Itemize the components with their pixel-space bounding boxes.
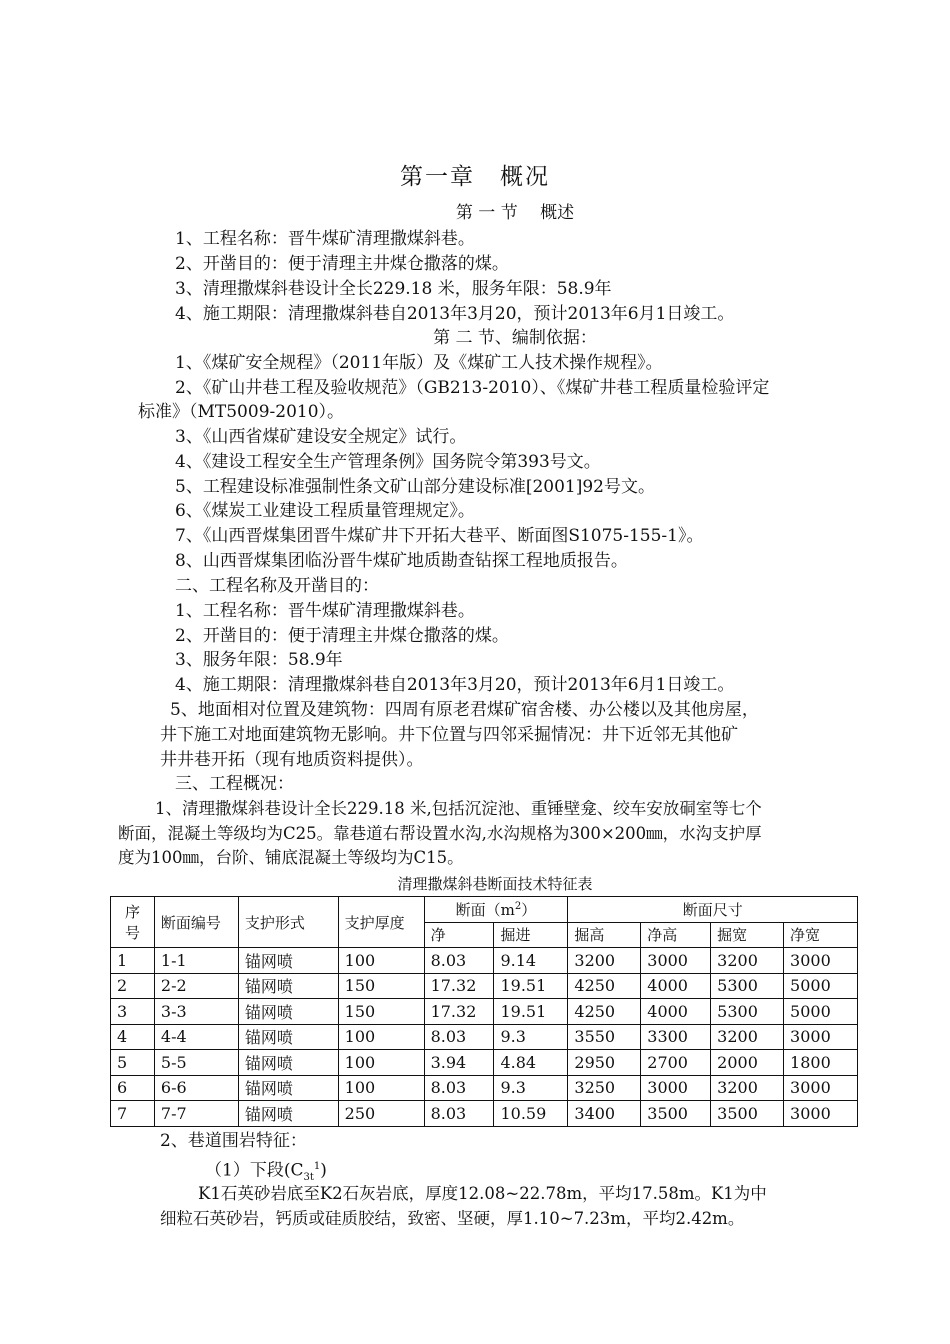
table-cell: 1 bbox=[111, 948, 155, 974]
table-cell: 9.14 bbox=[494, 948, 568, 974]
part3-line-2: 断面，混凝土等级均为C25。靠巷道右帮设置水沟,水沟规格为300×200㎜，水沟支护厚 bbox=[118, 824, 762, 843]
table-cell: 19.51 bbox=[494, 999, 568, 1025]
table-cell: 7-7 bbox=[154, 1101, 238, 1127]
part2-item-5c: 井井巷开拓（现有地质资料提供）。 bbox=[160, 750, 424, 770]
header-dims: 断面尺寸 bbox=[568, 897, 858, 923]
table-cell: 10.59 bbox=[494, 1101, 568, 1127]
table-cell: 2950 bbox=[568, 1050, 641, 1076]
table-cell: 3000 bbox=[784, 1075, 858, 1101]
table-cell: 3 bbox=[111, 999, 155, 1025]
chapter-title: 第一章 概况 bbox=[400, 164, 550, 190]
header-net-height: 净高 bbox=[641, 922, 711, 948]
header-net-width: 净宽 bbox=[784, 922, 858, 948]
table-cell: 3400 bbox=[568, 1101, 641, 1127]
table-cell: 3000 bbox=[784, 1101, 858, 1127]
table-cell: 3000 bbox=[641, 1075, 711, 1101]
table-cell: 2 bbox=[111, 973, 155, 999]
section-1-title: 第 一 节 概述 bbox=[455, 203, 575, 223]
table-cell: 1800 bbox=[784, 1050, 858, 1076]
table-cell: 17.32 bbox=[424, 999, 494, 1025]
sec1-item-4: 4、施工期限：清理撒煤斜巷自2013年3月20，预计2013年6月1日竣工。 bbox=[175, 304, 735, 324]
rock-subsection: （1）下段$(C_{3t}^1)$ bbox=[205, 1160, 327, 1184]
table-cell: 3300 bbox=[641, 1024, 711, 1050]
table-cell: 100 bbox=[338, 1024, 424, 1050]
header-exc-width: 掘宽 bbox=[711, 922, 784, 948]
table-cell: 3200 bbox=[711, 948, 784, 974]
table-cell: 锚网喷 bbox=[238, 1024, 338, 1050]
part-3-title: 三、工程概况： bbox=[175, 774, 294, 794]
table-cell: 锚网喷 bbox=[238, 999, 338, 1025]
table-cell: 7 bbox=[111, 1101, 155, 1127]
table-cell: 100 bbox=[338, 1075, 424, 1101]
basis-2a: 2、《矿山井巷工程及验收规范》（GB213-2010）、《煤矿井巷工程质量检验评定 bbox=[175, 378, 770, 398]
table-cell: 4-4 bbox=[154, 1024, 238, 1050]
table-cell: 锚网喷 bbox=[238, 973, 338, 999]
table-cell: 锚网喷 bbox=[238, 1050, 338, 1076]
section-spec-table bbox=[110, 896, 858, 1127]
table-cell: 8.03 bbox=[424, 948, 494, 974]
table-row bbox=[111, 999, 858, 1025]
rock-title: 2、巷道围岩特征： bbox=[160, 1131, 307, 1151]
part2-item-4: 4、施工期限：清理撒煤斜巷自2013年3月20，预计2013年6月1日竣工。 bbox=[175, 675, 735, 695]
table-cell: 5 bbox=[111, 1050, 155, 1076]
table-cell: 150 bbox=[338, 973, 424, 999]
table-cell: 6-6 bbox=[154, 1075, 238, 1101]
table-cell: 4.84 bbox=[494, 1050, 568, 1076]
sec1-item-2: 2、开凿目的：便于清理主井煤仓撒落的煤。 bbox=[175, 254, 509, 274]
part2-item-2: 2、开凿目的：便于清理主井煤仓撒落的煤。 bbox=[175, 626, 509, 646]
rock-line-2: 细粒石英砂岩，钙质或硅质胶结，致密、坚硬，厚1.10~7.23m，平均2.42m。 bbox=[160, 1209, 745, 1228]
table-cell: 8.03 bbox=[424, 1101, 494, 1127]
table-cell: 3-3 bbox=[154, 999, 238, 1025]
table-cell: 9.3 bbox=[494, 1075, 568, 1101]
table-cell: 8.03 bbox=[424, 1075, 494, 1101]
table-row bbox=[111, 1050, 858, 1076]
part2-item-1: 1、工程名称：晋牛煤矿清理撒煤斜巷。 bbox=[175, 601, 475, 621]
table-cell: 锚网喷 bbox=[238, 1075, 338, 1101]
table-row bbox=[111, 948, 858, 974]
basis-5: 5、工程建设标准强制性条文矿山部分建设标准[2001]92号文。 bbox=[175, 477, 655, 497]
basis-8: 8、山西晋煤集团临汾晋牛煤矿地质勘查钻探工程地质报告。 bbox=[175, 551, 628, 571]
table-cell: 9.3 bbox=[494, 1024, 568, 1050]
table-cell: 5300 bbox=[711, 973, 784, 999]
table-cell: 3500 bbox=[641, 1101, 711, 1127]
part2-item-3: 3、服务年限：58.9年 bbox=[175, 650, 343, 670]
sec1-item-1: 1、工程名称：晋牛煤矿清理撒煤斜巷。 bbox=[175, 229, 475, 249]
table-cell: 锚网喷 bbox=[238, 1101, 338, 1127]
rock-line-1: K1石英砂岩底至K2石灰岩底，厚度12.08~22.78m，平均17.58m。K1为中 bbox=[198, 1184, 767, 1203]
table-cell: 3000 bbox=[641, 948, 711, 974]
table-cell: 2-2 bbox=[154, 973, 238, 999]
table-cell: 5000 bbox=[784, 999, 858, 1025]
table-cell: 3550 bbox=[568, 1024, 641, 1050]
table-cell: 100 bbox=[338, 1050, 424, 1076]
table-cell: 1-1 bbox=[154, 948, 238, 974]
table-cell: 250 bbox=[338, 1101, 424, 1127]
table-cell: 3500 bbox=[711, 1101, 784, 1127]
table-cell: 4 bbox=[111, 1024, 155, 1050]
table-row bbox=[111, 1101, 858, 1127]
table-cell: 5000 bbox=[784, 973, 858, 999]
part3-line-1: 1、清理撒煤斜巷设计全长229.18 米,包括沉淀池、重锤壁龛、绞车安放硐室等七个 bbox=[155, 799, 762, 818]
header-code: 断面编号 bbox=[154, 897, 238, 948]
sec1-item-3: 3、清理撒煤斜巷设计全长229.18 米，服务年限：58.9年 bbox=[175, 279, 612, 299]
table-cell: 5-5 bbox=[154, 1050, 238, 1076]
table-cell: 5300 bbox=[711, 999, 784, 1025]
table-caption: 清理撒煤斜巷断面技术特征表 bbox=[397, 875, 593, 893]
basis-1: 1、《煤矿安全规程》（2011年版）及《煤矿工人技术操作规程》。 bbox=[175, 353, 663, 373]
table-row bbox=[111, 1075, 858, 1101]
table-cell: 100 bbox=[338, 948, 424, 974]
header-seq: 序 号 bbox=[111, 897, 155, 948]
table-cell: 19.51 bbox=[494, 973, 568, 999]
table-cell: 3200 bbox=[711, 1024, 784, 1050]
header-area: 断面$(m^2)$ bbox=[424, 897, 568, 923]
table-cell: 6 bbox=[111, 1075, 155, 1101]
table-cell: 2000 bbox=[711, 1050, 784, 1076]
basis-4: 4、《建设工程安全生产管理条例》国务院令第393号文。 bbox=[175, 452, 601, 472]
header-exc-height: 掘高 bbox=[568, 922, 641, 948]
table-cell: 3000 bbox=[784, 1024, 858, 1050]
table-cell: 3200 bbox=[568, 948, 641, 974]
table-cell: 4250 bbox=[568, 999, 641, 1025]
table-cell: 2700 bbox=[641, 1050, 711, 1076]
table-cell: 17.32 bbox=[424, 973, 494, 999]
table-cell: 4000 bbox=[641, 973, 711, 999]
table-cell: 3000 bbox=[784, 948, 858, 974]
table-cell: 3200 bbox=[711, 1075, 784, 1101]
table-cell: 4250 bbox=[568, 973, 641, 999]
table-row bbox=[111, 1024, 858, 1050]
header-thickness: 支护厚度 bbox=[338, 897, 424, 948]
table-row bbox=[111, 973, 858, 999]
table-cell: 锚网喷 bbox=[238, 948, 338, 974]
basis-2b: 标准》（MT5009-2010）。 bbox=[138, 402, 345, 422]
table-cell: 3250 bbox=[568, 1075, 641, 1101]
part2-item-5b: 井下施工对地面建筑物无影响。井下位置与四邻采掘情况：井下近邻无其他矿 bbox=[160, 725, 738, 745]
section-2-title: 第 二 节、编制依据： bbox=[433, 328, 597, 348]
part-2-title: 二、工程名称及开凿目的： bbox=[175, 576, 379, 596]
part3-line-3: 度为100㎜，台阶、铺底混凝土等级均为C15。 bbox=[118, 848, 464, 867]
basis-3: 3、《山西省煤矿建设安全规定》试行。 bbox=[175, 427, 467, 447]
header-excavation: 掘进 bbox=[494, 922, 568, 948]
table-cell: 4000 bbox=[641, 999, 711, 1025]
table-cell: 150 bbox=[338, 999, 424, 1025]
table-cell: 3.94 bbox=[424, 1050, 494, 1076]
table-cell: 8.03 bbox=[424, 1024, 494, 1050]
basis-6: 6、《煤炭工业建设工程质量管理规定》。 bbox=[175, 501, 475, 521]
part2-item-5a: 5、地面相对位置及建筑物：四周有原老君煤矿宿舍楼、办公楼以及其他房屋， bbox=[170, 700, 759, 720]
header-support: 支护形式 bbox=[238, 897, 338, 948]
basis-7: 7、《山西晋煤集团晋牛煤矿井下开拓大巷平、断面图S1075-155-1》。 bbox=[175, 526, 704, 546]
header-net: 净 bbox=[424, 922, 494, 948]
